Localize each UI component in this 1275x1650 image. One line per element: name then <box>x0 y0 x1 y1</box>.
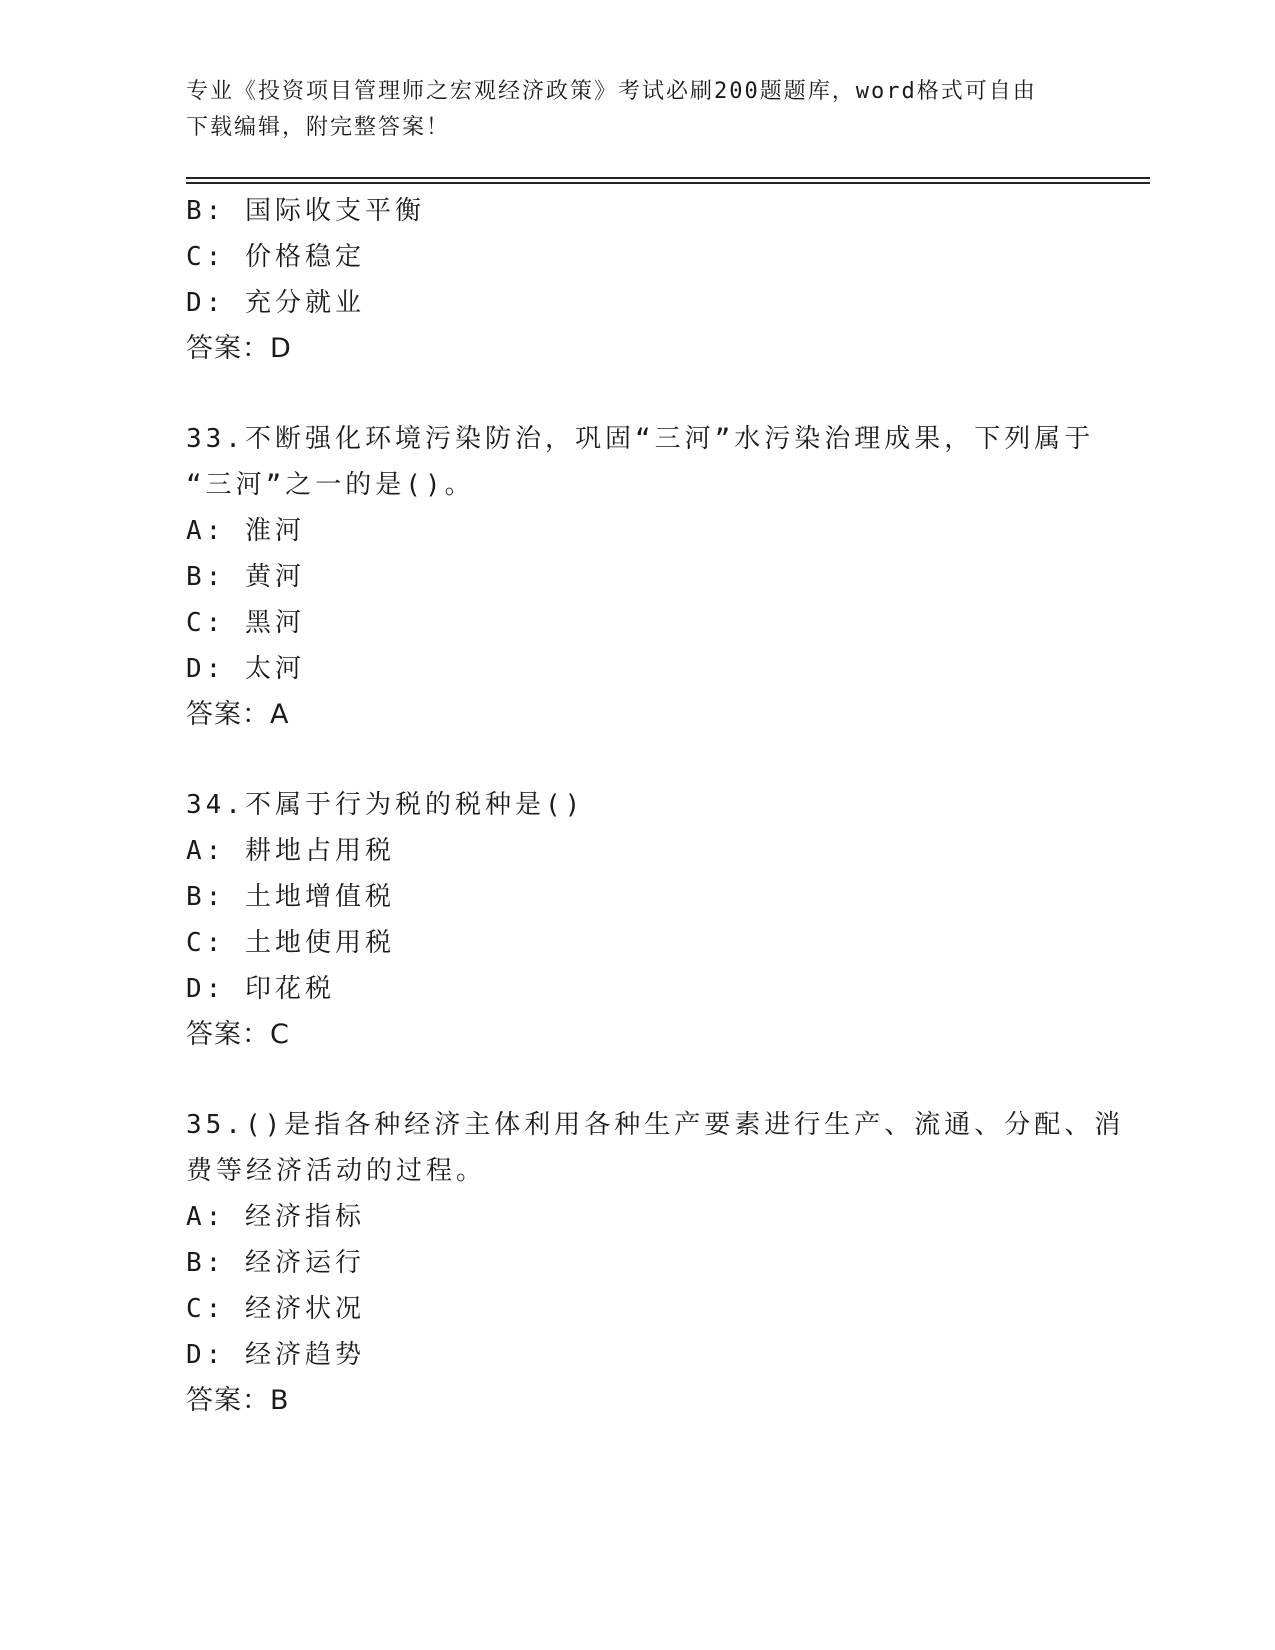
spacer <box>186 738 1086 782</box>
option-b: B: 国际收支平衡 <box>186 196 425 226</box>
option-a: A: 经济指标 <box>186 1202 365 1232</box>
option-c: C: 价格稳定 <box>186 242 365 272</box>
answer: 答案：A <box>186 699 290 730</box>
answer: 答案：B <box>186 1385 290 1416</box>
answer: 答案：C <box>186 1019 290 1050</box>
option-a: A: 耕地占用税 <box>186 836 395 866</box>
option-b: B: 黄河 <box>186 562 305 592</box>
header-rule-bottom <box>186 182 1150 184</box>
answer: 答案：D <box>186 333 292 364</box>
option-d: D: 印花税 <box>186 974 335 1004</box>
question-32 <box>186 188 1086 372</box>
question-35 <box>186 1102 1125 1424</box>
option-c: C: 黑河 <box>186 608 305 638</box>
option-b: B: 土地增值税 <box>186 882 395 912</box>
option-b: B: 经济运行 <box>186 1248 365 1278</box>
header-line-1: 专业《投资项目管理师之宏观经济政策》考试必刷200题题库，word格式可自由 <box>186 79 1037 104</box>
question-stem: 34.不属于行为税的税种是() <box>186 790 585 820</box>
option-a: A: 淮河 <box>186 516 305 546</box>
question-stem-cont: 费等经济活动的过程。 <box>186 1156 487 1186</box>
question-stem: 35.()是指各种经济主体利用各种生产要素进行生产、流通、分配、消 <box>186 1110 1125 1140</box>
header-line-2: 下载编辑，附完整答案！ <box>186 115 451 140</box>
option-c: C: 经济状况 <box>186 1294 365 1324</box>
option-d: D: 经济趋势 <box>186 1340 365 1370</box>
question-33 <box>186 416 1095 738</box>
question-stem-cont: “三河”之一的是()。 <box>186 470 475 500</box>
option-d: D: 充分就业 <box>186 288 365 318</box>
option-c: C: 土地使用税 <box>186 928 395 958</box>
spacer <box>186 372 1086 416</box>
spacer <box>186 1058 1086 1102</box>
option-d: D: 太河 <box>186 654 305 684</box>
header-rule-top <box>186 177 1150 179</box>
document-header <box>186 74 1086 146</box>
question-list <box>186 188 1125 1424</box>
question-stem: 33.不断强化环境污染防治，巩固“三河”水污染治理成果，下列属于 <box>186 424 1095 454</box>
question-34 <box>186 782 1086 1058</box>
